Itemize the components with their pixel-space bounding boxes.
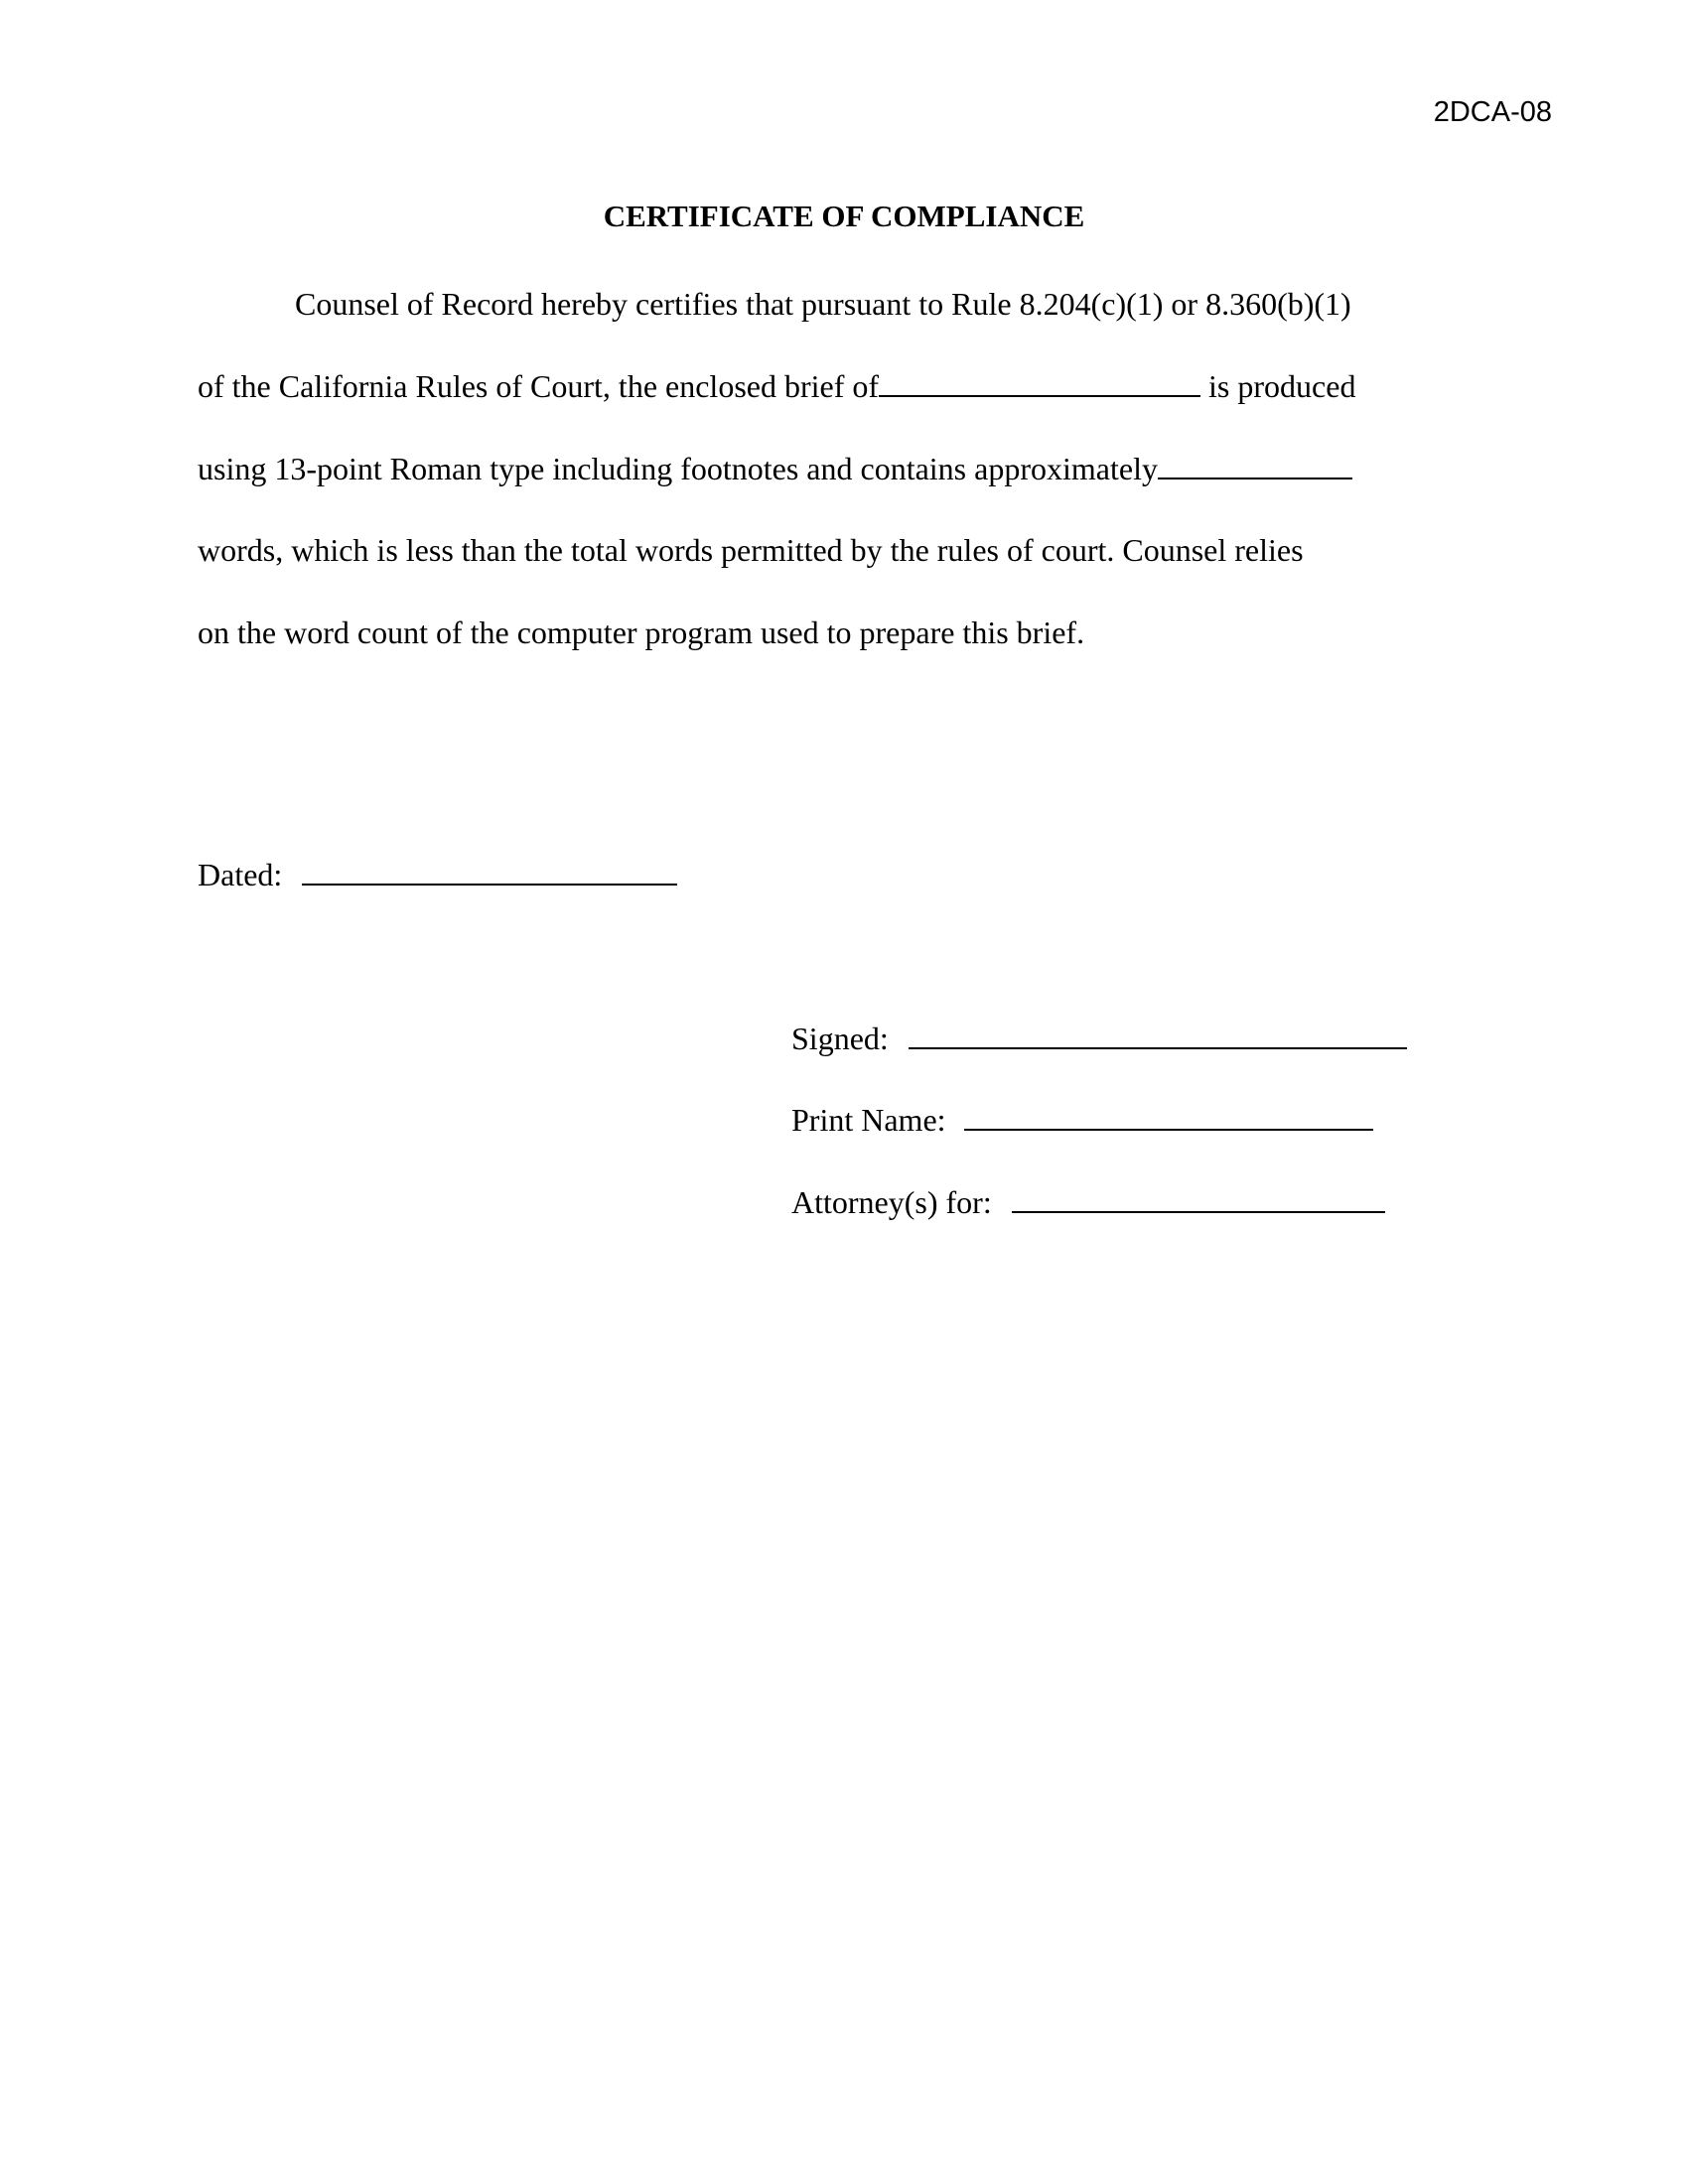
body-line-5: on the word count of the computer program used to prepare this brief. xyxy=(198,614,1085,650)
brief-of-blank[interactable] xyxy=(879,367,1200,397)
attorneys-for-field[interactable] xyxy=(1012,1183,1385,1213)
body-line-1: Counsel of Record hereby certifies that pursuant to Rule 8.204(c)(1) or 8.360(b)(1) xyxy=(295,286,1351,322)
attorneys-for-row xyxy=(791,1182,1385,1222)
dated-field[interactable] xyxy=(302,856,677,886)
body-line-3 xyxy=(198,449,1352,488)
signed-row xyxy=(791,1019,1407,1058)
body-line-2-text-after: is produced xyxy=(1200,368,1356,404)
body-line-2 xyxy=(198,366,1355,406)
attorneys-for-label: Attorney(s) for: xyxy=(791,1184,992,1220)
signed-label: Signed: xyxy=(791,1021,889,1056)
form-id: 2DCA-08 xyxy=(1433,96,1552,128)
print-name-field[interactable] xyxy=(964,1101,1373,1131)
document-title: CERTIFICATE OF COMPLIANCE xyxy=(603,199,1085,233)
body-line-3-text: using 13-point Roman type including footnotes and contains approximately xyxy=(198,451,1158,486)
dated-row xyxy=(198,855,677,894)
body-line-2-text: of the California Rules of Court, the enclosed brief of xyxy=(198,368,880,404)
signed-field[interactable] xyxy=(909,1020,1407,1049)
body-line-4: words, which is less than the total words permitted by the rules of court. Counsel relies xyxy=(198,532,1304,568)
print-name-label: Print Name: xyxy=(791,1102,946,1138)
dated-label: Dated: xyxy=(198,857,283,892)
word-count-blank[interactable] xyxy=(1158,450,1352,479)
print-name-row xyxy=(791,1100,1373,1140)
